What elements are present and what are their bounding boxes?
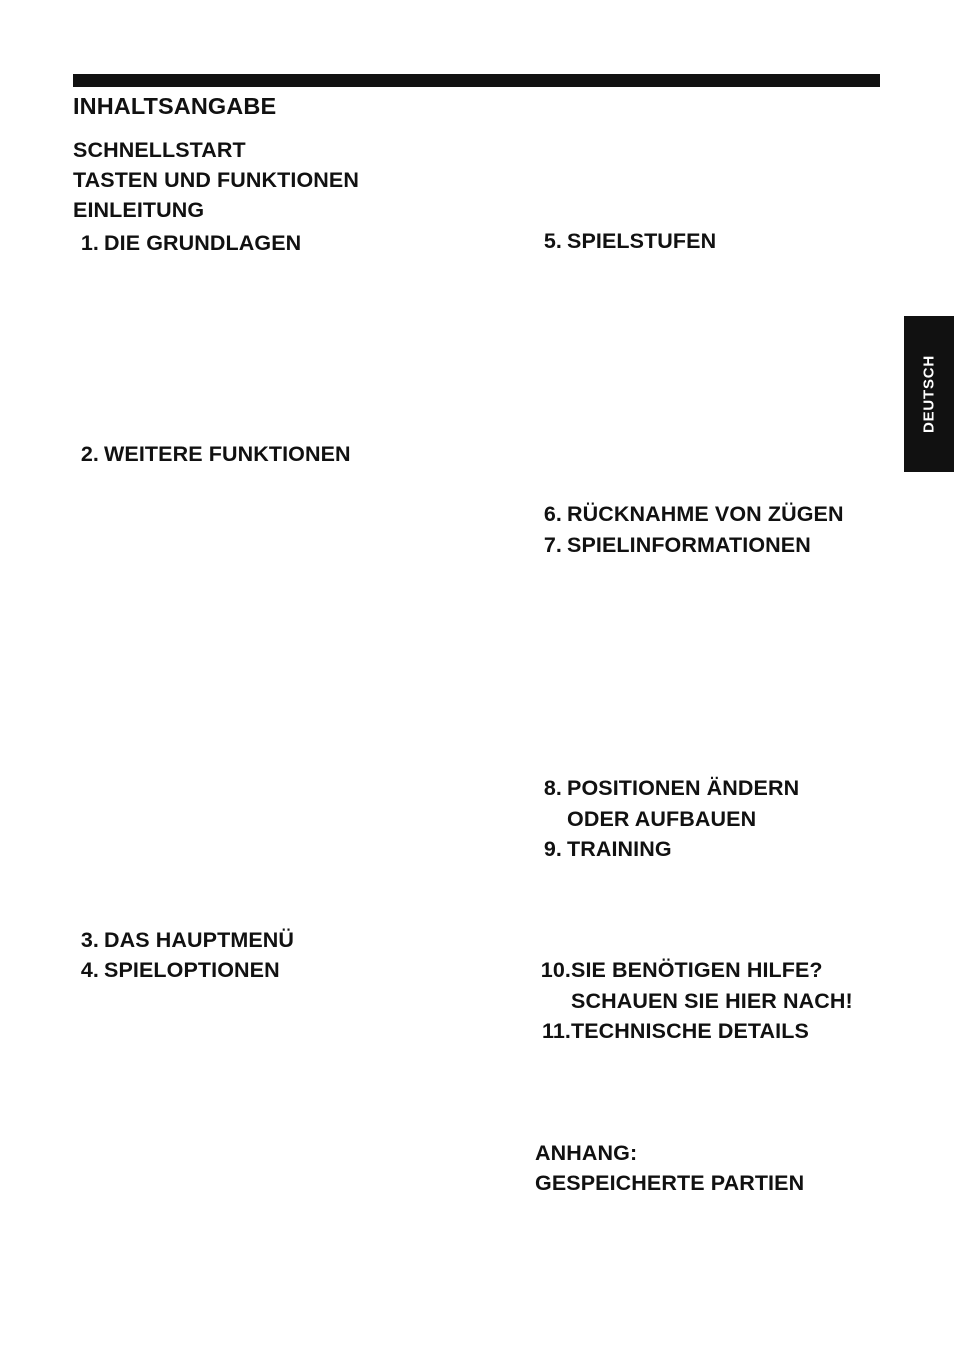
toc-entry-section-10[interactable] [535, 960, 823, 982]
toc-entry-section-1[interactable] [73, 233, 301, 255]
toc-entry-section-11[interactable] [535, 1021, 809, 1043]
section-number: 2. [80, 442, 99, 466]
section-number: 7. [543, 533, 562, 557]
toc-entry-section-5[interactable] [536, 231, 716, 253]
section-number: 11. [541, 1019, 571, 1043]
language-side-tab [904, 316, 954, 472]
toc-entry-section-2[interactable] [73, 444, 351, 466]
toc-entry-section-8-continuation[interactable]: ODER AUFBAUEN [567, 807, 757, 831]
toc-entry-section-3[interactable] [73, 930, 294, 952]
toc-entry-appendix-heading[interactable]: ANHANG: [535, 1141, 638, 1165]
toc-entry-quickstart[interactable]: SCHNELLSTART [73, 138, 246, 162]
section-number: 6. [543, 502, 562, 526]
section-label: RÜCKNAHME VON ZÜGEN [567, 502, 844, 526]
toc-entry-section-7[interactable] [536, 535, 811, 557]
section-label: DIE GRUNDLAGEN [104, 231, 302, 255]
section-label: DAS HAUPTMENÜ [104, 928, 295, 952]
toc-entry-section-4[interactable] [73, 960, 280, 982]
section-number: 5. [543, 229, 562, 253]
section-label: SIE BENÖTIGEN HILFE? [571, 958, 823, 982]
toc-entry-section-10-continuation[interactable]: SCHAUEN SIE HIER NACH! [571, 989, 853, 1013]
section-number: 3. [80, 928, 99, 952]
section-label: SPIELINFORMATIONEN [567, 533, 811, 557]
section-number: 9. [543, 837, 562, 861]
section-label: SPIELSTUFEN [567, 229, 717, 253]
toc-entry-section-6[interactable] [536, 504, 844, 526]
section-label: TRAINING [567, 837, 672, 861]
section-number: 8. [543, 776, 562, 800]
toc-entry-section-9[interactable] [536, 839, 672, 861]
toc-entry-section-8[interactable] [536, 778, 799, 800]
section-label: SPIELOPTIONEN [104, 958, 280, 982]
section-label: WEITERE FUNKTIONEN [104, 442, 351, 466]
section-label: TECHNISCHE DETAILS [571, 1019, 809, 1043]
section-number: 10. [540, 958, 571, 982]
section-label: POSITIONEN ÄNDERN [567, 776, 800, 800]
section-number: 1. [80, 231, 99, 255]
language-tab-label: DEUTSCH [920, 354, 938, 434]
toc-entry-introduction[interactable]: EINLEITUNG [73, 198, 205, 222]
top-divider-bar [73, 74, 880, 87]
toc-entry-keys-functions[interactable]: TASTEN UND FUNKTIONEN [73, 168, 359, 192]
toc-entry-saved-games[interactable]: GESPEICHERTE PARTIEN [535, 1171, 805, 1195]
page-title: INHALTSANGABE [73, 93, 277, 119]
section-number: 4. [80, 958, 99, 982]
